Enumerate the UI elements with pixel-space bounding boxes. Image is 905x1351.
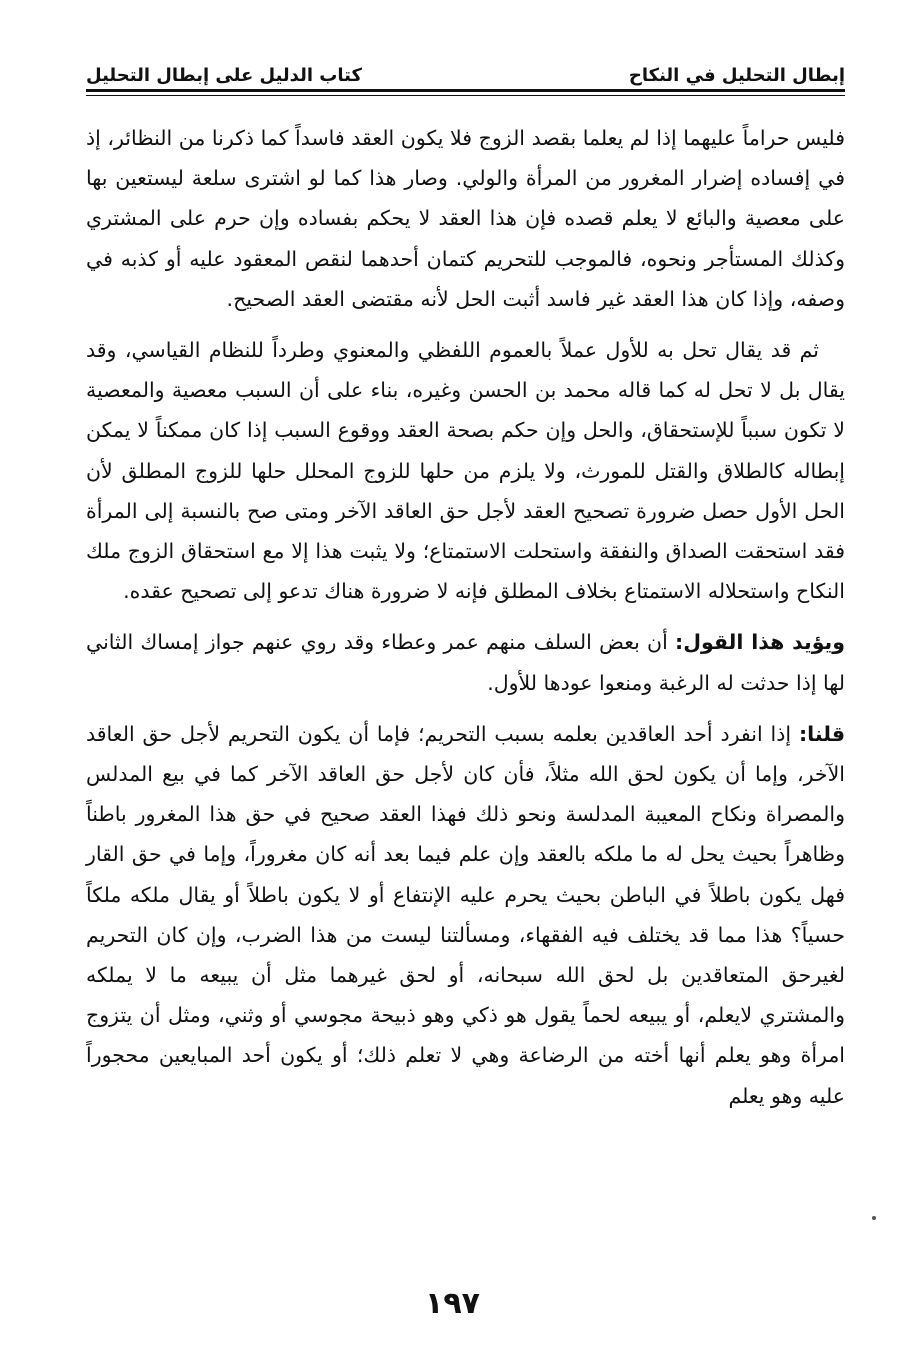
paragraph-2 [86, 330, 845, 611]
header-book-title: كتاب الدليل على إبطال التحليل [86, 65, 362, 86]
paragraph-3 [86, 622, 845, 702]
header-rule [86, 89, 845, 96]
paragraph-text: أن بعض السلف منهم عمر وعطاء وقد روي عنهم جواز إمساك الثاني لها إذا حدثت له الرغبة ومنعوا عودها للأول. [86, 630, 845, 695]
page-number: ١٩٧ [425, 1286, 480, 1321]
paragraph-4 [86, 714, 845, 1116]
paragraph-text: إذا انفرد أحد العاقدين بعلمه بسبب التحريم؛ فإما أن يكون التحريم لأجل حق العاقد الآخر، وإما أن يكون لحق الله مثلاً، فأن كان لأجل حق العاقد الآخر كما في بيع المدلس والمصراة ونكاح المعيبة المدلسة ونحو ذلك فهذا العقد صحيح في حق هذا المغرور باطناً وظاهراً بحيث يحل له ما ملكه بالعقد وإن علم فيما بعد أنه كان مغروراً، وإما في حق القار فهل يكون باطلاً في الباطن بحيث يحرم عليه الإنتفاع أو لا يكون باطلاً أو يقال ملكه ملكاً حسياً؟ هذا مما قد يختلف فيه الفقهاء، ومسألتنا ليست من هذا الضرب، وإن كان التحريم لغيرحق المتعاقدين بل لحق الله سبحانه، أو لحق غيرهما مثل أن يبيعه ما لا يملكه والمشتري لايعلم، أو يبيعه لحماً يقول هو ذكي وهو ذبيحة مجوسي أو وثني، ومثل أن يتزوج امرأة وهو يعلم أنها أخته من الرضاعة وهي لا تعلم ذلك؛ أو يكون أحد المبايعين محجوراً عليه وهو يعلم [86, 721, 845, 1108]
paragraph-lead: قلنا: [798, 721, 845, 746]
margin-mark [872, 1216, 876, 1220]
paragraph-text: ثم قد يقال تحل به للأول عملاً بالعموم اللفظي والمعنوي وطرداً للنظام القياسي، وقد يقال بل لا تحل له كما قاله محمد بن الحسن وغيره، بناء على أن السبب معصية والمعصية لا تكون سبباً للإستحقاق، والحل وإن حكم بصحة العقد ووقوع السبب إذا كان ممكناً لا يمكن إبطاله كالطلاق والقتل للمورث، ولا يلزم من حلها للزوج المحلل حلها للزوج المطلق لأن الحل الأول حصل ضرورة تصحيح العقد لأجل حق العاقد الآخر ومتى صح بالنسبة إلى المرأة فقد استحقت الصداق والنفقة واستحلت الاستمتاع؛ ولا يثبت هذا إلا مع استحقاق الزوج ملك النكاح واستحلاله الاستمتاع بخلاف المطلق فإنه لا ضرورة هناك تدعو إلى تصحيح عقده. [86, 338, 845, 604]
paragraph-lead: ويؤيد هذا القول: [675, 630, 846, 655]
running-header [86, 56, 845, 88]
header-chapter-title: إبطال التحليل في النكاح [628, 65, 845, 86]
paragraph-1 [86, 118, 845, 319]
paragraph-text: فليس حراماً عليهما إذا لم يعلما بقصد الزوج فلا يكون العقد فاسداً كما ذكرنا من النظائر، إذ في إفساده إضرار المغرور من المرأة والولي. وصار هذا كما لو اشترى سلعة ليستعين بها على معصية والبائع لا يعلم قصده فإن هذا العقد لا يحكم بفساده وإن حرم على المشتري وكذلك المستأجر ونحوه، فالموجب للتحريم كتمان أحدهما لنقص المعقود عليه أو كذبه في وصفه، وإذا كان هذا العقد غير فاسد أثبت الحل لأنه مقتضى العقد الصحيح. [86, 126, 845, 311]
body-text [86, 118, 845, 1127]
